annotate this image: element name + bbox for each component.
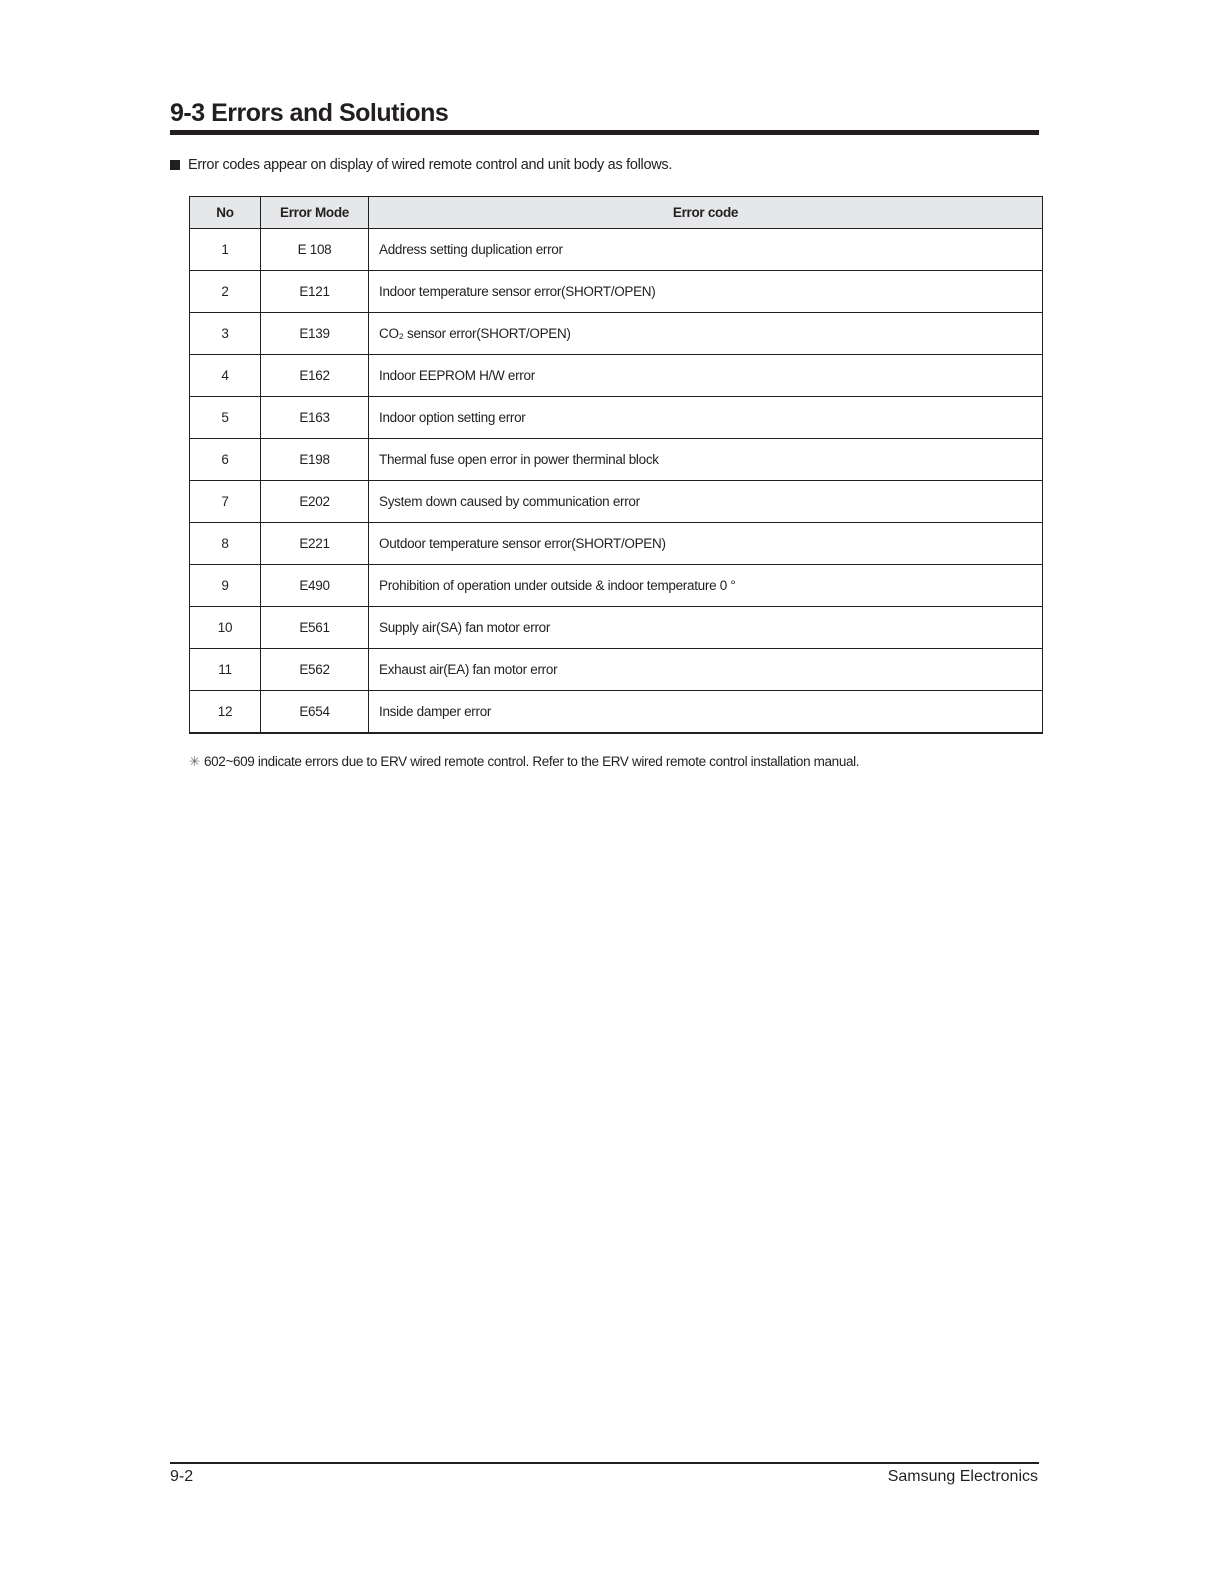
table-row (190, 607, 1043, 649)
cell-no: 2 (190, 271, 261, 313)
cell-error-description: Exhaust air(EA) fan motor error (369, 649, 1043, 691)
cell-error-mode: E561 (261, 607, 369, 649)
footnote (189, 752, 859, 772)
footer-rule (170, 1462, 1039, 1464)
cell-no: 5 (190, 397, 261, 439)
cell-error-description: Outdoor temperature sensor error(SHORT/OPEN) (369, 523, 1043, 565)
cell-error-mode: E202 (261, 481, 369, 523)
cell-no: 11 (190, 649, 261, 691)
cell-error-description: Indoor option setting error (369, 397, 1043, 439)
company-name: Samsung Electronics (887, 1468, 1038, 1485)
cell-error-description: Indoor temperature sensor error(SHORT/OPEN) (369, 271, 1043, 313)
cell-no: 7 (190, 481, 261, 523)
cell-no: 12 (190, 691, 261, 733)
cell-error-mode: E162 (261, 355, 369, 397)
cell-error-description: Inside damper error (369, 691, 1043, 733)
cell-no: 6 (190, 439, 261, 481)
table-row (190, 313, 1043, 355)
footnote-text: 602~609 indicate errors due to ERV wired remote control. Refer to the ERV wired remote control installation manual. (203, 754, 860, 769)
cell-error-mode: E562 (261, 649, 369, 691)
cell-no: 9 (190, 565, 261, 607)
cell-error-mode: E490 (261, 565, 369, 607)
table-row (190, 523, 1043, 565)
table-row (190, 439, 1043, 481)
cell-no: 8 (190, 523, 261, 565)
cell-error-mode: E654 (261, 691, 369, 733)
cell-no: 1 (190, 229, 261, 271)
column-header-error-code: Error code (369, 197, 1043, 229)
table-row (190, 691, 1043, 733)
cell-no: 4 (190, 355, 261, 397)
cell-error-description: Indoor EEPROM H/W error (369, 355, 1043, 397)
cell-error-description: Prohibition of operation under outside & indoor temperature 0 ° (369, 565, 1043, 607)
cell-error-mode: E 108 (261, 229, 369, 271)
cell-error-description: Thermal fuse open error in power therminal block (369, 439, 1043, 481)
intro-text: Error codes appear on display of wired remote control and unit body as follows. (188, 157, 673, 173)
column-header-error-mode: Error Mode (261, 197, 369, 229)
table-row (190, 397, 1043, 439)
table-row (190, 229, 1043, 271)
table-row (190, 649, 1043, 691)
error-code-table (189, 196, 1043, 734)
cell-no: 3 (190, 313, 261, 355)
table-row (190, 481, 1043, 523)
cell-error-description: Address setting duplication error (369, 229, 1043, 271)
title-rule (170, 130, 1039, 135)
table-row (190, 271, 1043, 313)
page-number: 9-2 (170, 1468, 194, 1485)
cell-error-mode: E139 (261, 313, 369, 355)
cell-error-description: CO₂ sensor error(SHORT/OPEN) (369, 313, 1043, 355)
cell-error-mode: E121 (261, 271, 369, 313)
cell-error-description: System down caused by communication error (369, 481, 1043, 523)
column-header-no: No (190, 197, 261, 229)
cell-no: 10 (190, 607, 261, 649)
square-bullet-icon (170, 160, 180, 170)
table-header-row (190, 197, 1043, 229)
table-row (190, 355, 1043, 397)
cell-error-mode: E163 (261, 397, 369, 439)
cell-error-mode: E221 (261, 523, 369, 565)
asterisk-icon: ✳ (189, 754, 200, 769)
section-title: 9-3 Errors and Solutions (170, 99, 449, 127)
intro-line (170, 155, 672, 175)
table-row (190, 565, 1043, 607)
cell-error-description: Supply air(SA) fan motor error (369, 607, 1043, 649)
cell-error-mode: E198 (261, 439, 369, 481)
